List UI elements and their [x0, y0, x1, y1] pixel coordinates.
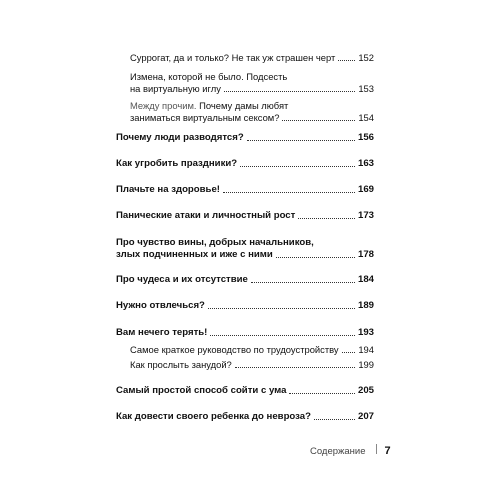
dot-leader: [276, 256, 355, 258]
toc-entry-page: 154: [358, 112, 374, 123]
page-footer: [310, 444, 391, 457]
toc-chapter: [116, 158, 374, 170]
toc-chapter: [116, 274, 374, 286]
dot-leader: [240, 165, 355, 167]
toc-chapter: [116, 184, 374, 196]
toc-chapter-title: Про чудеса и их отсутствие: [116, 274, 248, 285]
toc-entry: [116, 71, 374, 95]
toc-entry: [116, 100, 374, 124]
toc-chapter-title: Самый простой способ сойти с ума: [116, 385, 287, 396]
dot-leader: [298, 217, 355, 219]
toc-chapter-title: Плачьте на здоровье!: [116, 184, 220, 195]
toc-entry-title-rest: Почему дамы любят: [196, 100, 289, 111]
toc-entry-title-line2: на виртуальную иглу: [130, 83, 221, 94]
toc-chapter: [116, 237, 374, 261]
dot-leader: [342, 351, 356, 353]
toc-chapter-title: Нужно отвлечься?: [116, 300, 205, 311]
toc-entry-title: Суррогат, да и только? Не так уж страшен черт: [130, 52, 336, 63]
toc-chapter-title: Почему люди разводятся?: [116, 132, 244, 143]
running-footer-section: Содержание: [310, 446, 366, 457]
toc-chapter-page: 207: [357, 411, 374, 422]
toc-chapter: [116, 300, 374, 312]
toc-chapter-page: 189: [357, 300, 374, 311]
toc-chapter-title: Как угробить праздники?: [116, 158, 238, 169]
toc-entry-title: Как прослыть занудой?: [130, 359, 232, 370]
toc-chapter: [116, 385, 374, 397]
dot-leader: [282, 119, 355, 121]
toc-chapter-page: 205: [357, 385, 374, 396]
toc-chapter-page: 184: [357, 274, 374, 285]
toc-chapter-title-line1: Про чувство вины, добрых начальников,: [116, 237, 314, 248]
toc-entry-page: 152: [358, 52, 374, 63]
footer-divider: [376, 444, 377, 454]
toc-entry-lead: Между прочим.: [130, 100, 197, 111]
toc-chapter-page: 178: [357, 249, 374, 260]
toc-entry-title-line1: Измена, которой не было. Подсесть: [130, 71, 288, 82]
dot-leader: [223, 191, 355, 193]
toc-chapter: [116, 327, 374, 339]
toc-chapter-page: 169: [357, 184, 374, 195]
dot-leader: [208, 307, 355, 309]
toc-entry-title: Самое краткое руководство по трудоустройству: [130, 344, 339, 355]
page-number: 7: [384, 445, 391, 457]
dot-leader: [247, 139, 355, 141]
toc-chapter: [116, 411, 374, 423]
toc-entry-page: 153: [358, 83, 374, 94]
toc-chapter-title: Панические атаки и личностный рост: [116, 210, 296, 221]
dot-leader: [338, 59, 355, 61]
toc-chapter-title: Вам нечего терять!: [116, 327, 208, 338]
toc-entry: [116, 359, 374, 371]
toc-entry-page: 199: [358, 359, 374, 370]
toc-chapter-page: 173: [357, 210, 374, 221]
toc-entry-title-line1: [130, 100, 358, 112]
dot-leader: [224, 90, 355, 92]
dot-leader: [210, 334, 355, 336]
dot-leader: [251, 281, 355, 283]
toc-chapter-page: 163: [357, 158, 374, 169]
dot-leader: [235, 366, 356, 368]
toc-chapter-title-line2: злых подчиненных и иже с ними: [116, 249, 273, 260]
toc-entry-title-line2: заниматься виртуальным сексом?: [130, 112, 280, 123]
toc-chapter-page: 156: [357, 132, 374, 143]
toc-entry: [116, 344, 374, 356]
toc-chapter: [116, 132, 374, 144]
toc-entry: [116, 52, 374, 64]
toc-chapter-title: Как довести своего ребенка до невроза?: [116, 411, 312, 422]
toc-chapter-page: 193: [357, 327, 374, 338]
toc-entry-page: 194: [358, 344, 374, 355]
toc-chapter: [116, 210, 374, 222]
dot-leader: [289, 392, 355, 394]
dot-leader: [314, 418, 355, 420]
